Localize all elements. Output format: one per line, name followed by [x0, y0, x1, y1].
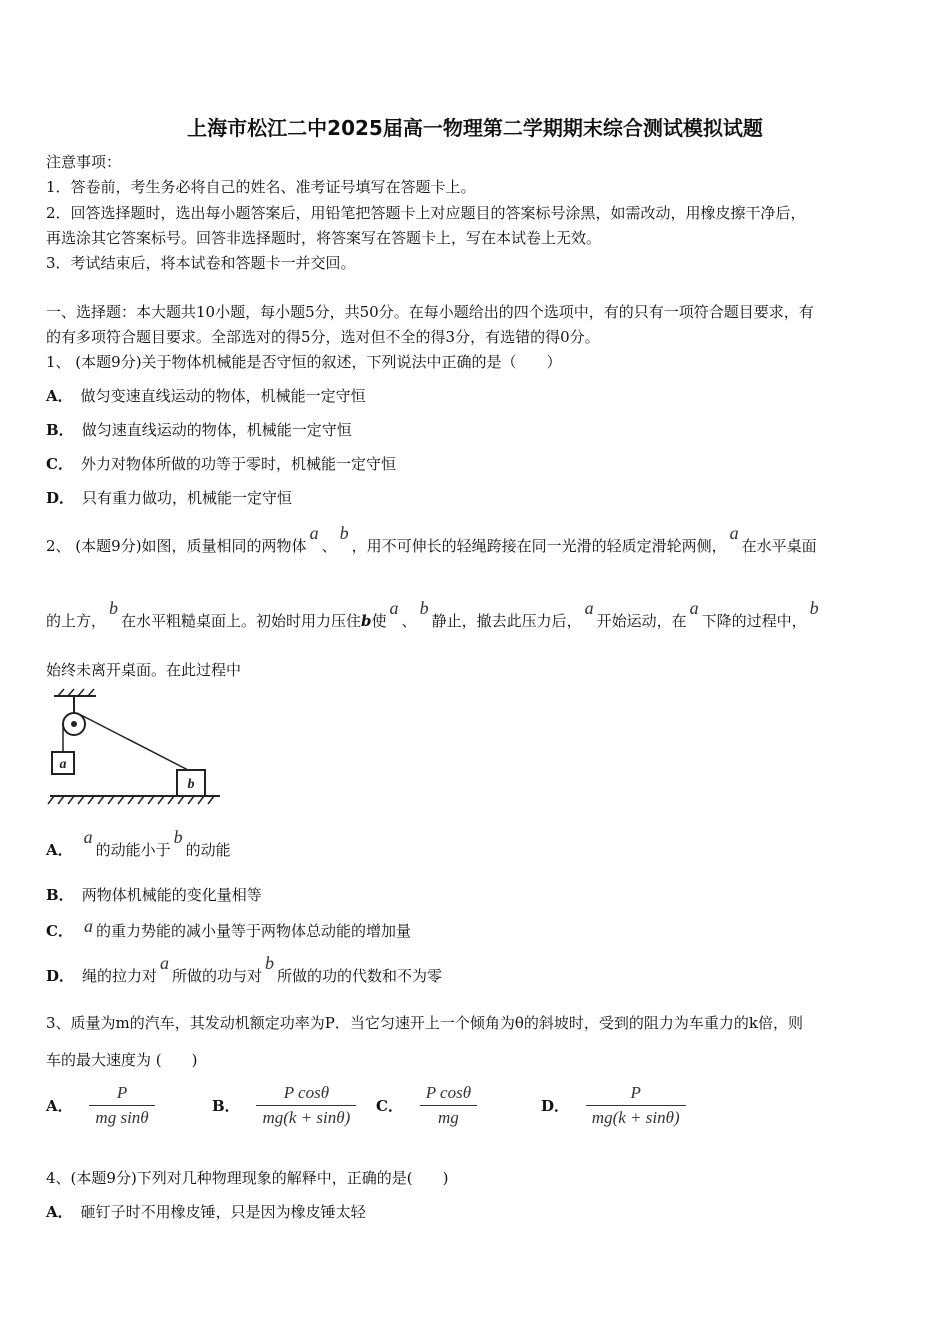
option-label: C．	[46, 922, 73, 940]
q2-option-b	[46, 885, 908, 905]
stem-text: 下降的过程中，	[701, 612, 807, 630]
q3-choice-b	[212, 1083, 356, 1128]
rope-slanted	[81, 715, 188, 770]
formula-numerator: P	[89, 1083, 154, 1106]
choice-label: D．	[541, 1097, 570, 1115]
var-b: b	[339, 523, 349, 543]
stem-text: 在水平桌面	[741, 537, 817, 555]
option-text: 两物体机械能的变化量相等	[81, 886, 262, 904]
option-text: 所做的功的代数和不为零	[277, 967, 443, 985]
pulley-hub	[71, 721, 77, 727]
option-label: A．	[46, 1203, 73, 1221]
notice-item: 3．考试结束后，将本试卷和答题卡一并交回。	[46, 254, 356, 272]
option-label: A．	[46, 387, 73, 405]
question-4-stem: 4、(本题9分)下列对几种物理现象的解释中，正确的是( )	[46, 1169, 449, 1187]
choice-formula	[89, 1083, 154, 1128]
option-text: 的重力势能的减小量等于两物体总动能的增加量	[95, 922, 411, 940]
notice-item: 1．答卷前，考生务必将自己的姓名、准考证号填写在答题卡上。	[46, 178, 476, 196]
notice-item: 再选涂其它答案标号。回答非选择题时，将答案写在答题卡上，写在本试卷上无效。	[46, 229, 602, 247]
stem-text: 的上方，	[46, 612, 107, 630]
formula-denominator: mg(k + sinθ)	[591, 1108, 680, 1127]
page-title: 上海市松江二中2025届高一物理第二学期期末综合测试模拟试题	[187, 116, 763, 140]
question-2-stem-line2	[46, 598, 908, 631]
stem-text: 在水平粗糙桌面上。初始时用力压住	[121, 612, 362, 630]
q1-option-b	[46, 420, 908, 440]
var-a: a	[160, 953, 170, 973]
stem-text: 静止，撤去此压力后，	[431, 612, 582, 630]
var-a: a	[83, 827, 93, 847]
stem-text: 、	[401, 612, 417, 630]
option-label: B．	[46, 886, 74, 904]
stem-text: 使	[371, 612, 387, 630]
q1-option-a	[46, 386, 908, 406]
notice-item: 2．回答选择题时，选出每小题答案后，用铅笔把答题卡上对应题目的答案标号涂黑，如需改动，用橡皮擦干净后，	[46, 204, 806, 222]
choice-label: B．	[212, 1097, 240, 1115]
question-3-stem-line1: 3、质量为m的汽车，其发动机额定功率为P．当它匀速开上一个倾角为θ的斜坡时，受到的阻力为车重力的k倍，则	[46, 1014, 803, 1032]
ceiling-hatch	[58, 689, 94, 696]
var-b: b	[109, 598, 119, 618]
stem-text: ，用不可伸长的轻绳跨接在同一光滑的轻质定滑轮两侧，	[351, 537, 727, 555]
formula-numerator: P cosθ	[420, 1083, 477, 1106]
formula-numerator: P	[586, 1083, 686, 1106]
option-text: 只有重力做功，机械能一定守恒	[82, 489, 293, 507]
option-label: C．	[46, 455, 73, 473]
table-hatch	[48, 796, 214, 804]
q2-option-a	[46, 827, 908, 860]
q3-choice-a	[46, 1083, 155, 1128]
stem-text: 、	[321, 537, 337, 555]
var-a: a	[83, 916, 93, 936]
option-text: 砸钉子时不用橡皮锤，只是因为橡皮锤太轻	[80, 1203, 366, 1221]
q3-choice-d	[541, 1083, 686, 1128]
var-a: a	[309, 523, 319, 543]
option-text: 的动能	[185, 841, 231, 859]
q1-option-d	[46, 488, 908, 508]
option-label: A．	[46, 841, 73, 859]
formula-denominator: mg	[438, 1108, 459, 1127]
q3-choice-c	[376, 1083, 477, 1128]
option-label: D．	[46, 967, 75, 985]
section-instruction: 的有多项符合题目要求。全部选对的得5分，选对但不全的得3分，有选错的得0分。	[46, 328, 600, 346]
choice-label: A．	[46, 1097, 73, 1115]
question-1-stem: 1、 (本题9分)关于物体机械能是否守恒的叙述，下列说法中正确的是（ ）	[46, 353, 562, 371]
question-2-stem-line3: 始终未离开桌面。在此过程中	[46, 661, 242, 679]
var-a: a	[689, 598, 699, 618]
stem-text: 开始运动，在	[596, 612, 687, 630]
var-b: b	[809, 598, 819, 618]
q4-option-a	[46, 1202, 908, 1222]
option-text: 绳的拉力对	[82, 967, 158, 985]
stem-text: 2、 (本题9分)如图，质量相同的两物体	[46, 537, 307, 555]
option-text: 外力对物体所做的功等于零时，机械能一定守恒	[80, 455, 396, 473]
q2-option-c	[46, 916, 908, 941]
notice-heading: 注意事项：	[46, 153, 122, 171]
option-text: 所做的功与对	[172, 967, 263, 985]
q1-option-c	[46, 454, 908, 474]
var-a: a	[389, 598, 399, 618]
q2-option-d	[46, 953, 908, 986]
var-b: b	[173, 827, 183, 847]
block-a-label: a	[59, 757, 67, 772]
formula-numerator: P cosθ	[256, 1083, 356, 1106]
var-b: b	[419, 598, 429, 618]
option-label: B．	[46, 421, 74, 439]
formula-denominator: mg(k + sinθ)	[262, 1108, 351, 1127]
option-text: 做匀速直线运动的物体，机械能一定守恒	[81, 421, 352, 439]
option-text: 的动能小于	[95, 841, 171, 859]
choice-formula	[586, 1083, 686, 1128]
var-a: a	[729, 523, 739, 543]
formula-denominator: mg sinθ	[95, 1108, 149, 1127]
option-text: 做匀变速直线运动的物体，机械能一定守恒	[80, 387, 366, 405]
question-3-stem-line2: 车的最大速度为 ( )	[46, 1051, 198, 1069]
choice-formula	[420, 1083, 477, 1128]
bold-b: b	[361, 612, 372, 630]
question-2-stem-line1	[46, 523, 908, 556]
var-b: b	[265, 953, 275, 973]
choice-label: C．	[376, 1097, 403, 1115]
section-instruction: 一、选择题：本大题共10小题，每小题5分，共50分。在每小题给出的四个选项中，有的只有一项符合题目要求，有	[46, 303, 814, 321]
var-a: a	[584, 598, 594, 618]
block-b-label: b	[187, 777, 195, 792]
choice-formula	[256, 1083, 356, 1128]
option-label: D．	[46, 489, 75, 507]
pulley-figure	[46, 688, 226, 810]
